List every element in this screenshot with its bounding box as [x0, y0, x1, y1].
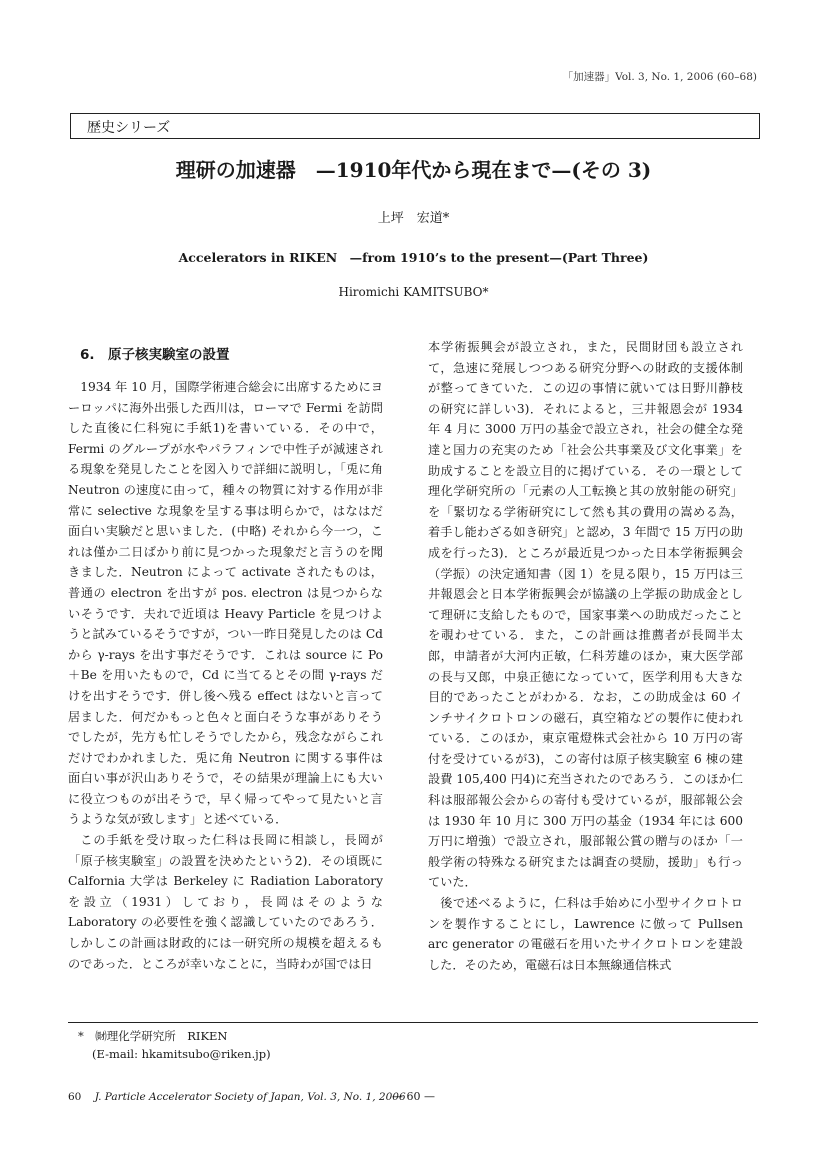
left-column [68, 345, 383, 974]
author-en: Hiromichi KAMITSUBO* [338, 285, 489, 299]
footnote-divider [68, 1022, 758, 1023]
footnote-affiliation: * ㈶理化学研究所 RIKEN [78, 1029, 228, 1043]
page-number-center: — 60 — [392, 1090, 435, 1103]
footnote-email: (E-mail: hkamitsubo@riken.jp) [92, 1047, 271, 1061]
journal-header-ref: 「加速器」Vol. 3, No. 1, 2006 (60–68) [562, 71, 757, 83]
right-column [428, 337, 743, 975]
series-label-box [70, 113, 760, 139]
paragraph: 1934 年 10 月，国際学術連合総会に出席するためにヨーロッパに海外出張した西川は，ローマで Fermi を訪問した直後に仁科宛に手紙1)を書いている．その中で，Fermi のグループが水やパラフィンで中性子が減速される現象を発見したことを図入りで詳細に説明し，「兎に角 Neutron の速度に由って，種々の物質に対する作用が非常に selective な現象を呈する事は明らかで，はなはだ面白い実験だと思いました．(中略) それから今一つ，これは僅か二日ばかり前に見つかった現象だと言うのを聞きました．Neutron によって activate されたものは，普通の electron を出すが pos. electron は見つからないそうです．夫れで近頃は Heavy Particle を見つけようと試みているそうですが，つい一昨日発見したのは Cd から γ-rays を出す事だそうです．これは source に Po＋Be を用いたもので，Cd に当てるとその間 γ-rays だけを出すそうです．併し後へ残る effect はないと言って居ました．何だかもっと色々と面白そうな事がありそうでしたが，先方も忙しそうでしたから，残念ながらこれだけでわかれました．兎に角 Neutron に関する事件は面白い事が沢山ありそうで，その結果が理論上にも大いに役立つものが出そうで，早く帰ってやって見たいと言うような気が致します」と述べている． [68, 380, 383, 827]
journal-citation: J. Particle Accelerator Society of Japan, Vol. 3, No. 1, 2006 [94, 1091, 406, 1103]
series-label: 歴史シリーズ [87, 120, 171, 136]
article-title-jp: 理研の加速器 —1910年代から現在まで—(その 3) [175, 158, 652, 182]
page-number: 60 [68, 1091, 82, 1103]
paragraph: この手紙を受け取った仁科は長岡に相談し，長岡が「原子核実験室」の設置を決めたという2)．その頃既に Calfornia 大学は Berkeley に Radiation Laboratory を設立（1931）しており，長岡はそのような Laboratory の必要性を強く認識していたのであろう．しかしこの計画は財政的には一研究所の規模を超えるものであった．ところが幸いなことに，当時わが国では日 [68, 833, 383, 971]
author-jp: 上坪 宏道* [377, 211, 450, 226]
paragraph: 本学術振興会が設立され，また，民間財団も設立されて，急速に発展しつつある研究分野への財政的支援体制が整ってきていた．この辺の事情に就いては日野川静枝の研究に詳しい3)．それによると，三井報恩会が 1934 年 4 月に 3000 万円の基金で設立され，社会の健全な発達と国力の充実のため「社会公共事業及び文化事業」を助成することを設立目的に掲げている．その一環として理化学研究所の「元素の人工転換と其の放射能の研究」を「緊切なる学術研究にして然も其の費用の嵩める為，着手し能わざる如き研究」と認め，3 年間で 15 万円の助成を行った3)．ところが最近見つかった日本学術振興会（学振）の決定通知書（図 1）を見る限り，15 万円は三井報恩会と日本学術振興会が協議の上学振の助成金として理研に支給したもので，国家事業への助成だったことを覗わせている．また，この計画は推薦者が長岡半太郎，申請者が大河内正敏，仁科芳雄のほか，東大医学部の長与又郎，中泉正徳になっていて，医学利用も大きな目的であったことがわかる．なお，この助成金は 60 インチサイクロトロンの磁石，真空箱などの製作に使われている．このほか，東京電燈株式会社から 10 万円の寄付を受けているが3)，この寄付は原子核実験室 6 棟の建設費 105,400 円4)に充当されたのであろう．このほか仁科は服部報公会からの寄付も受けているが，服部報公会は 1930 年 10 月に 300 万円の基金（1934 年には 600 万円に増強）で設立され，服部報公賞の贈与のほか「一般学術の特殊なる研究または調査の奨励，援助」も行っていた． [428, 340, 743, 890]
footnote [78, 1027, 271, 1063]
section-heading: 6. 原子核実験室の設置 [80, 347, 230, 363]
article-title-en: Accelerators in RIKEN —from 1910’s to the present—(Part Three) [178, 250, 649, 265]
paragraph: 後で述べるように，仁科は手始めに小型サイクロトロンを製作することにし，Lawrence に倣って Pullsen arc generator の電磁石を用いたサイクロトロンを建設した．そのため，電磁石は日本無線通信株式 [428, 896, 743, 972]
